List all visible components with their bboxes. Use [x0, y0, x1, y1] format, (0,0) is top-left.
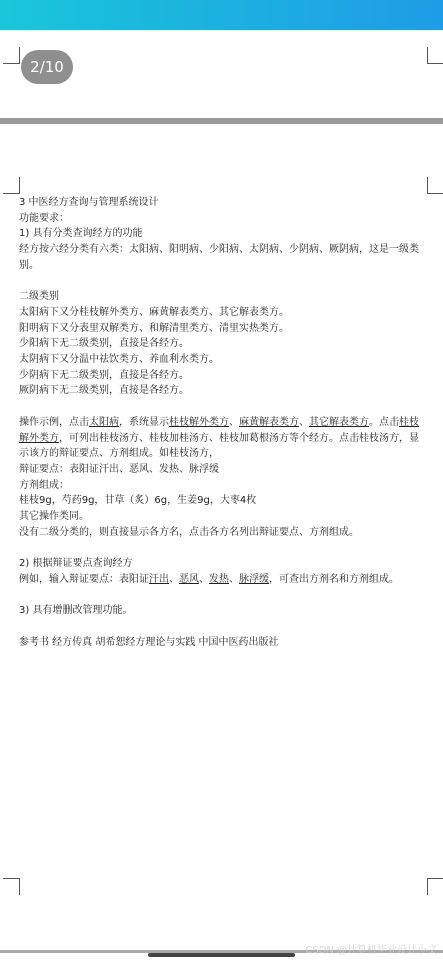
status-bar	[0, 0, 443, 30]
item1-title: 1) 具有分类查询经方的功能	[19, 228, 143, 240]
secondary-line: 厥阴病下无二级类别，直接是各经方。	[19, 385, 189, 397]
secondary-line: 阳明病下又分表里双解类方、和解清里类方、清里实热类方。	[19, 322, 289, 334]
crop-mark-icon	[3, 878, 20, 895]
page-separator	[0, 118, 443, 124]
references-line: 参考书 经方传真 胡希恕经方理论与实践 中国中医药出版社	[19, 636, 279, 648]
text-span: ，系统显示	[119, 416, 169, 428]
text-span: ，可列出桂枝汤方、桂枝加桂汤方、桂枝加葛根汤方等个经方。点击桂枝汤方，显示该方的辩证要点、方剂组成。如桂枝汤方，	[19, 432, 419, 460]
section-title: 3 中医经方查询与管理系统设计	[19, 197, 159, 208]
text-span: 、	[229, 573, 239, 585]
underlined-term: 麻黄解表类方	[239, 416, 299, 428]
crop-mark-icon	[427, 878, 443, 895]
secondary-line: 太阳病下又分桂枝解外类方、麻黄解表类方、其它解表类方。	[19, 306, 289, 318]
secondary-title: 二级类别	[19, 291, 59, 303]
item2-title: 2) 根据辩证要点查询经方	[19, 558, 133, 570]
underlined-term: 其它解表类方	[309, 416, 369, 428]
underlined-term: 汗出	[149, 573, 169, 585]
formula-line: 桂枝9g，芍药9g，甘草（炙）6g，生姜9g，大枣4枚	[19, 495, 257, 507]
secondary-line: 少阴病下无二级类别，直接是各经方。	[19, 369, 189, 381]
text-span: ，可查出方剂名和方剂组成。	[269, 573, 399, 585]
underlined-term: 脉浮缓	[239, 573, 269, 585]
item3-title: 3) 具有增删改管理功能。	[19, 605, 133, 617]
crop-mark-icon	[427, 47, 443, 64]
page-indicator[interactable]: 2/10	[21, 50, 73, 84]
watermark: CSDN @计算机毕业设计小文	[305, 945, 437, 956]
text-span: 操作示例，点击	[19, 416, 89, 428]
underlined-term: 恶风	[179, 573, 199, 585]
crop-mark-icon	[427, 177, 443, 194]
document-body	[19, 195, 427, 650]
item1-text: 经方按六经分类有六类：太阳病、阳明病、少阳病、太阴病、少阴病、厥阴病，这是一级类别。	[19, 244, 419, 271]
text-span: 、	[299, 416, 309, 428]
crop-mark-icon	[3, 177, 20, 194]
underlined-term: 桂枝解外类方	[169, 416, 229, 428]
text-span: 、	[229, 416, 239, 428]
no-secondary-line: 没有二级分类的，则直接显示各方名，点击各方名列出辩证要点、方剂组成。	[19, 526, 359, 538]
example-paragraph	[19, 415, 427, 462]
secondary-line: 太阴病下又分温中祛饮类方、养血利水类方。	[19, 354, 219, 366]
formula-label: 方剂组成：	[19, 479, 69, 491]
item2-paragraph	[19, 572, 427, 588]
underlined-term: 发热	[209, 573, 229, 585]
secondary-line: 少阳病下无二级类别，直接是各经方。	[19, 338, 189, 350]
text-span: 。点击	[369, 416, 399, 428]
text-span: 例如，输入辩证要点：表阳证	[19, 573, 149, 585]
text-span: 、	[169, 573, 179, 585]
syndrome-line: 辩证要点：表阳证汗出、恶风、发热、脉浮缓	[19, 463, 219, 475]
requirements-label: 功能要求：	[19, 212, 69, 224]
text-span: 、	[199, 573, 209, 585]
home-indicator[interactable]	[148, 953, 295, 957]
other-ops-line: 其它操作类同。	[19, 511, 89, 523]
crop-mark-icon	[3, 47, 20, 64]
underlined-term: 桂枝解外类方	[19, 416, 419, 444]
underlined-term: 太阳病	[89, 416, 119, 428]
